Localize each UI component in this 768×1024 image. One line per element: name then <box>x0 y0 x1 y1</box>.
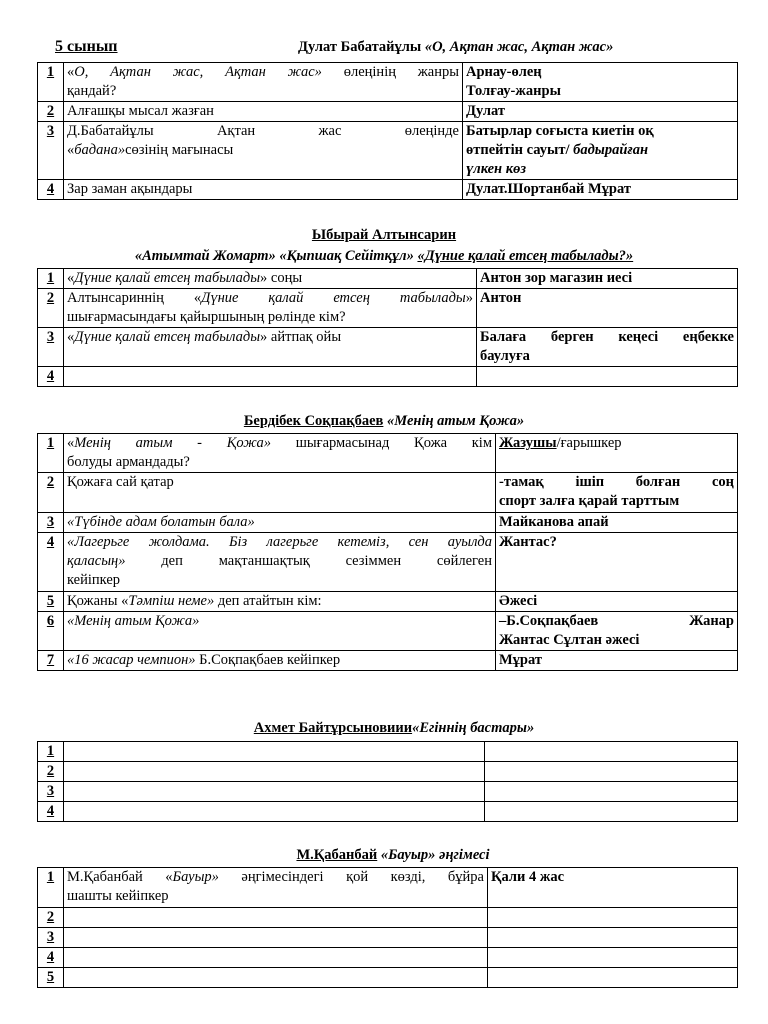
table-row <box>38 868 738 908</box>
row-number: 3 <box>38 328 64 367</box>
table-row <box>38 782 738 802</box>
row-number: 4 <box>38 948 64 968</box>
question-cell: Зар заман ақындары <box>64 180 463 200</box>
answer-cell: Қали 4 жас <box>488 868 738 908</box>
table-row <box>38 908 738 928</box>
answer-cell: Балаға берген кеңесі еңбекке баулуға <box>477 328 738 367</box>
table-row <box>38 367 738 387</box>
row-number: 4 <box>38 533 64 592</box>
row-number: 1 <box>38 868 64 908</box>
section2-author: Ыбырай Алтынсарин <box>311 227 457 243</box>
question-cell: «Менің атым - Қожа» шығармасынад Қожа кім болуды армандады? <box>64 434 496 473</box>
question-cell <box>64 928 488 948</box>
header-title <box>298 38 613 57</box>
section4-heading: Ахмет Байтұрсыновиии«Егіннің бастары» <box>253 720 535 736</box>
row-number: 5 <box>38 968 64 988</box>
question-cell <box>64 968 488 988</box>
table-row <box>38 533 738 592</box>
row-number: 4 <box>38 180 64 200</box>
answer-cell <box>488 908 738 928</box>
row-number: 2 <box>38 289 64 328</box>
answer-cell <box>485 782 738 802</box>
table-row <box>38 473 738 513</box>
answer-cell <box>488 968 738 988</box>
header-author: Дулат Бабатайұлы <box>298 39 422 55</box>
answer-cell: Дулат <box>463 102 738 122</box>
row-number: 3 <box>38 782 64 802</box>
question-cell: Қожаны «Тәмпіш неме» деп атайтын кім: <box>64 592 496 612</box>
answer-cell: Дулат.Шортанбай Мұрат <box>463 180 738 200</box>
answer-cell: Мұрат <box>496 651 738 671</box>
section5-heading: М.Қабанбай «Бауыр» әңгімесі <box>296 847 490 863</box>
section4-table <box>37 741 738 822</box>
table-row <box>38 612 738 651</box>
table-row <box>38 122 738 180</box>
table-row <box>38 328 738 367</box>
answer-cell: Майканова апай <box>496 513 738 533</box>
table-row <box>38 742 738 762</box>
table-row <box>38 948 738 968</box>
question-cell: Д.Бабатайұлы Ақтан жас өлеңінде «бадана»сөзінің мағынасы <box>64 122 463 180</box>
section3-table <box>37 433 738 671</box>
answer-cell <box>485 742 738 762</box>
table-row <box>38 928 738 948</box>
question-cell: М.Қабанбай «Бауыр» әңгімесіндегі қой көзді, бұйра шашты кейіпкер <box>64 868 488 908</box>
answer-cell: Арнау-өлең Толғау-жанры <box>463 63 738 102</box>
row-number: 6 <box>38 612 64 651</box>
question-cell <box>64 742 485 762</box>
question-cell: Қожаға сай қатар <box>64 473 496 513</box>
row-number: 1 <box>38 434 64 473</box>
row-number: 1 <box>38 269 64 289</box>
question-cell <box>64 948 488 968</box>
answer-cell: Әжесі <box>496 592 738 612</box>
answer-cell: –Б.Соқпақбаев Жанар Жантас Сұлтан әжесі <box>496 612 738 651</box>
answer-cell <box>488 928 738 948</box>
row-number: 1 <box>38 63 64 102</box>
section3-heading: Бердібек Соқпақбаев «Менің атым Қожа» <box>243 413 525 429</box>
question-cell <box>64 367 477 387</box>
row-number: 2 <box>38 473 64 513</box>
header-grade <box>55 37 268 56</box>
answer-cell <box>477 367 738 387</box>
answer-cell <box>485 802 738 822</box>
table-row <box>38 180 738 200</box>
question-cell: «16 жасар чемпион» Б.Соқпақбаев кейіпкер <box>64 651 496 671</box>
row-number: 3 <box>38 928 64 948</box>
table-row <box>38 269 738 289</box>
row-number: 4 <box>38 802 64 822</box>
question-cell: «Түбінде адам болатын бала» <box>64 513 496 533</box>
row-number: 5 <box>38 592 64 612</box>
question-cell <box>64 908 488 928</box>
table-row <box>38 434 738 473</box>
question-cell: Алғашқы мысал жазған <box>64 102 463 122</box>
table-row <box>38 802 738 822</box>
table-row <box>38 592 738 612</box>
row-number: 7 <box>38 651 64 671</box>
answer-cell: Антон зор магазин иесі <box>477 269 738 289</box>
question-cell <box>64 802 485 822</box>
question-cell <box>64 762 485 782</box>
answer-cell <box>488 948 738 968</box>
question-cell: «Менің атым Қожа» <box>64 612 496 651</box>
answer-cell: -тамақ ішіп болған соң спорт залға қарай тарттым <box>496 473 738 513</box>
question-cell: «Дүние қалай етсең табылады» айтпақ ойы <box>64 328 477 367</box>
section2-table <box>37 268 738 387</box>
table-row <box>38 63 738 102</box>
header-work: «О, Ақтан жас, Ақтан жас» <box>424 39 614 55</box>
section1-table <box>37 62 738 200</box>
answer-cell: Батырлар соғыста киетін оқ өтпейтін сауыт/ бадырайған үлкен көз <box>463 122 738 180</box>
question-cell: «Лагерьге жолдама. Біз лагерьге кетеміз, сен ауылда қаласың» деп мақтаншақтық сезіммен сөйлеген кейіпкер <box>64 533 496 592</box>
question-cell <box>64 782 485 802</box>
answer-cell: Жантас? <box>496 533 738 592</box>
question-cell: Алтынсариннің «Дүние қалай етсең табылады» шығармасындағы қайыршының рөлінде кім? <box>64 289 477 328</box>
table-row <box>38 102 738 122</box>
question-cell: «О, Ақтан жас, Ақтан жас» өлеңінің жанры қандай? <box>64 63 463 102</box>
section5-table <box>37 867 738 988</box>
question-cell: «Дүние қалай етсең табылады» соңы <box>64 269 477 289</box>
row-number: 4 <box>38 367 64 387</box>
section2-works: «Атымтай Жомарт» «Қыпшақ Сейітқұл» «Дүние қалай етсең табылады?» <box>134 248 634 264</box>
table-row <box>38 651 738 671</box>
answer-cell <box>485 762 738 782</box>
row-number: 2 <box>38 102 64 122</box>
answer-cell: Антон <box>477 289 738 328</box>
row-number: 3 <box>38 122 64 180</box>
row-number: 1 <box>38 742 64 762</box>
table-row <box>38 968 738 988</box>
table-row <box>38 513 738 533</box>
row-number: 2 <box>38 908 64 928</box>
row-number: 2 <box>38 762 64 782</box>
answer-cell: Жазушы/ғарышкер <box>496 434 738 473</box>
table-row <box>38 289 738 328</box>
table-row <box>38 762 738 782</box>
row-number: 3 <box>38 513 64 533</box>
grade-label: 5 сынып <box>55 38 118 55</box>
